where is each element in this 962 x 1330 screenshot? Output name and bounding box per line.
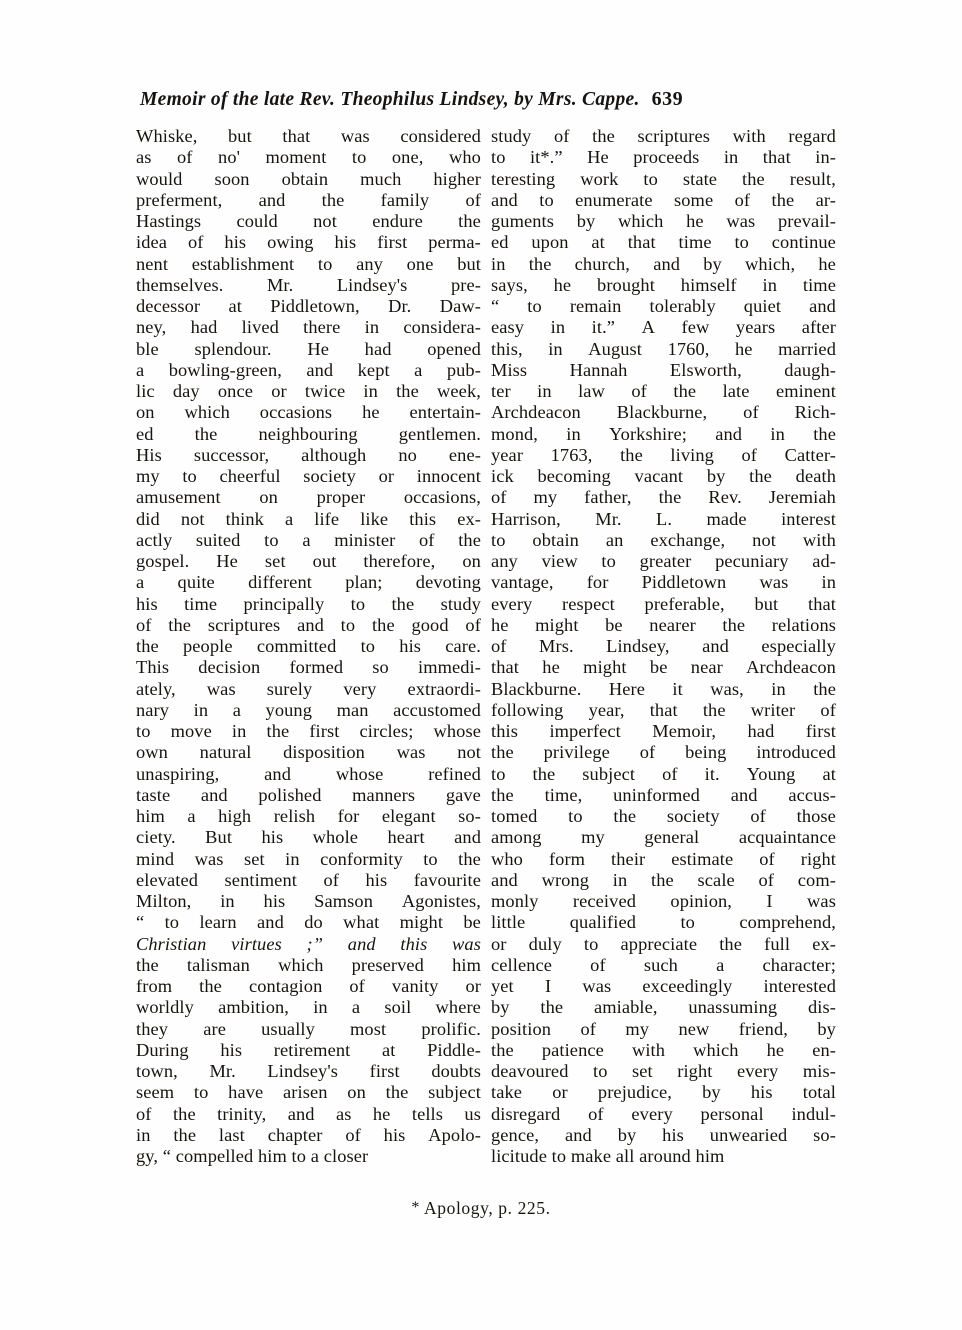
text-line: Harrison, Mr. L. made interest [491, 508, 836, 529]
text-line: the patience with which he en- [491, 1039, 836, 1060]
text-line: and wrong in the scale of com- [491, 869, 836, 890]
text-line: a bowling-green, and kept a pub- [136, 359, 481, 380]
text-line: of the trinity, and as he tells us [136, 1103, 481, 1124]
text-line: ed upon at that time to continue [491, 232, 836, 253]
text-line: This decision formed so immedi- [136, 657, 481, 678]
text-line: among my general acquaintance [491, 827, 836, 848]
text-line: own natural disposition was not [136, 742, 481, 763]
text-line: of my father, the Rev. Jeremiah [491, 487, 836, 508]
text-line: “ to learn and do what might be [136, 912, 481, 933]
text-line: the people committed to his care. [136, 636, 481, 656]
text-line: in the last chapter of his Apolo- [136, 1124, 481, 1145]
text-line: in the church, and by which, he [491, 253, 836, 274]
running-head-title: Memoir of the late Rev. Theophilus Lindsey, by Mrs. Cappe. [140, 89, 640, 110]
text-line: themselves. Mr. Lindsey's pre- [136, 274, 481, 295]
text-line: who form their estimate of right [491, 848, 836, 869]
text-line: study of the scriptures with regard [491, 126, 836, 146]
text-line: gospel. He set out therefore, on [136, 551, 481, 571]
text-line: and to enumerate some of the ar- [491, 189, 836, 210]
text-line: decessor at Piddletown, Dr. Daw- [136, 296, 481, 316]
text-line: following year, that the writer of [491, 699, 836, 720]
text-line: the talisman which preserved him [136, 954, 481, 975]
text-line: on which occasions he entertain- [136, 402, 481, 423]
text-line: Hastings could not endure the [136, 211, 481, 231]
text-line: nary in a young man accustomed [136, 699, 481, 720]
text-line: him a high relish for elegant so- [136, 806, 481, 826]
text-line: actly suited to a minister of the [136, 529, 481, 550]
text-line: unaspiring, and whose refined [136, 763, 481, 784]
text-line: he might be nearer the relations [491, 614, 836, 635]
text-line: His successor, although no ene- [136, 444, 481, 465]
text-line: a quite different plan; devoting [136, 572, 481, 593]
text-line: or duly to appreciate the full ex- [491, 933, 836, 954]
text-line: this imperfect Memoir, had first [491, 721, 836, 741]
text-line: to move in the first circles; whose [136, 721, 481, 741]
text-line: amusement on proper occasions, [136, 487, 481, 508]
text-line: his time principally to the study [136, 593, 481, 614]
text-line: to the subject of it. Young at [491, 763, 836, 784]
text-line: from the contagion of vanity or [136, 976, 481, 996]
text-line: they are usually most prolific. [136, 1018, 481, 1039]
text-line: During his retirement at Piddle- [136, 1039, 481, 1060]
text-line: elevated sentiment of his favourite [136, 869, 481, 890]
text-line: vantage, for Piddletown was in [491, 572, 836, 593]
text-line: town, Mr. Lindsey's first doubts [136, 1061, 481, 1081]
body-columns [136, 126, 836, 1167]
text-line: Blackburne. Here it was, in the [491, 678, 836, 699]
text-line: to it*.” He proceeds in that in- [491, 147, 836, 168]
text-line: little qualified to comprehend, [491, 912, 836, 933]
text-line: Archdeacon Blackburne, of Rich- [491, 402, 836, 423]
text-line: seem to have arisen on the subject [136, 1082, 481, 1103]
footnote [0, 1198, 962, 1219]
text-line: ble splendour. He had opened [136, 338, 481, 359]
page-number: 639 [651, 88, 684, 110]
text-line: would soon obtain much higher [136, 168, 481, 189]
text-line: guments by which he was prevail- [491, 211, 836, 231]
text-line: mind was set in conformity to the [136, 848, 481, 869]
text-line: ately, was surely very extraordi- [136, 678, 481, 699]
text-line: Christian virtues ;” and this was [136, 933, 481, 954]
text-line: disregard of every personal indul- [491, 1103, 836, 1124]
text-line: “ to remain tolerably quiet and [491, 296, 836, 316]
text-line: of Mrs. Lindsey, and especially [491, 636, 836, 656]
text-line: year 1763, the living of Catter- [491, 444, 836, 465]
text-line: every respect preferable, but that [491, 593, 836, 614]
text-line: lic day once or twice in the week, [136, 381, 481, 401]
text-line: by the amiable, unassuming dis- [491, 997, 836, 1018]
text-line: nent establishment to any one but [136, 253, 481, 274]
text-line: as of no' moment to one, who [136, 147, 481, 168]
text-line: deavoured to set right every mis- [491, 1061, 836, 1081]
text-line: take or prejudice, by his total [491, 1082, 836, 1103]
text-line: ed the neighbouring gentlemen. [136, 423, 481, 444]
text-line: gy, “ compelled him to a closer [136, 1146, 369, 1166]
text-line: preferment, and the family of [136, 189, 481, 210]
text-line: yet I was exceedingly interested [491, 976, 836, 996]
text-line: easy in it.” A few years after [491, 317, 836, 338]
text-line: ter in law of the late eminent [491, 381, 836, 401]
footnote-text: Apology, p. 225. [424, 1198, 551, 1218]
text-column-left [136, 126, 481, 1167]
text-line: to obtain an exchange, not with [491, 529, 836, 550]
text-line: monly received opinion, I was [491, 891, 836, 911]
text-line: that he might be near Archdeacon [491, 657, 836, 678]
text-line: ciety. But his whole heart and [136, 827, 481, 848]
text-column-right [491, 126, 836, 1167]
running-head [140, 88, 830, 111]
text-line: worldly ambition, in a soil where [136, 997, 481, 1018]
text-line: Milton, in his Samson Agonistes, [136, 891, 481, 911]
text-line: gence, and by his unwearied so- [491, 1124, 836, 1145]
text-line: the time, uninformed and accus- [491, 784, 836, 805]
text-line: position of my new friend, by [491, 1018, 836, 1039]
footnote-line [411, 1198, 550, 1218]
text-line: taste and polished manners gave [136, 784, 481, 805]
text-line: Miss Hannah Elsworth, daugh- [491, 359, 836, 380]
text-line: Whiske, but that was considered [136, 126, 481, 146]
text-line: ick becoming vacant by the death [491, 466, 836, 486]
text-line: this, in August 1760, he married [491, 338, 836, 359]
text-line: licitude to make all around him [491, 1146, 725, 1166]
text-line: tomed to the society of those [491, 806, 836, 826]
text-line: ney, had lived there in considera- [136, 317, 481, 338]
text-line: cellence of such a character; [491, 954, 836, 975]
text-line: my to cheerful society or innocent [136, 466, 481, 486]
text-line: the privilege of being introduced [491, 742, 836, 763]
text-line: of the scriptures and to the good of [136, 614, 481, 635]
text-line: did not think a life like this ex- [136, 508, 481, 529]
text-line: any view to greater pecuniary ad- [491, 551, 836, 571]
text-line: teresting work to state the result, [491, 168, 836, 189]
text-line: mond, in Yorkshire; and in the [491, 423, 836, 444]
text-line: says, he brought himself in time [491, 274, 836, 295]
footnote-marker: * [411, 1199, 420, 1216]
text-line: idea of his owing his first perma- [136, 232, 481, 253]
